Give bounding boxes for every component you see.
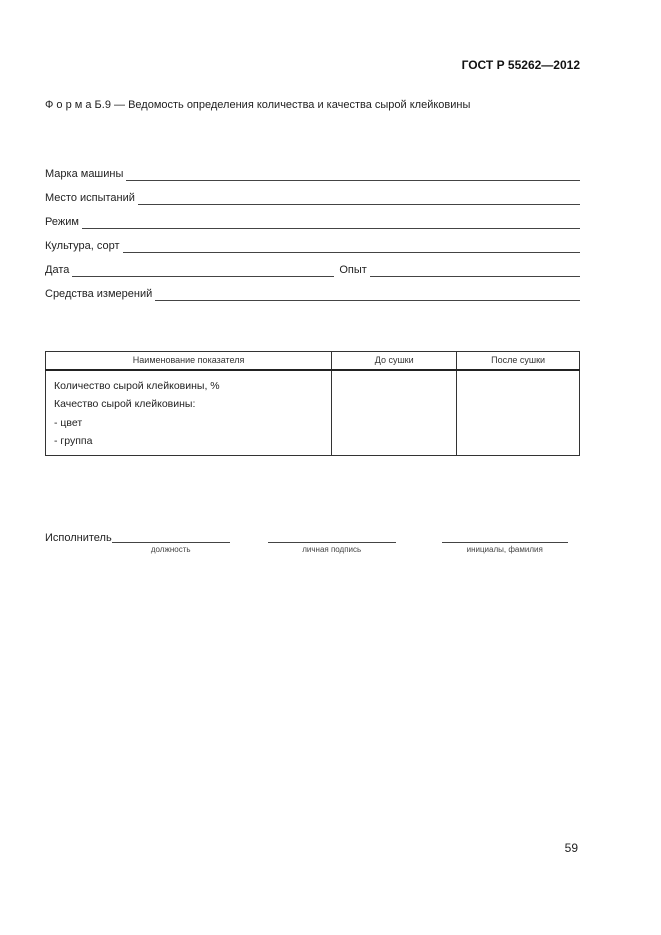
after-drying-cell: [457, 370, 580, 456]
mode-label: Режим: [45, 216, 79, 228]
before-drying-cell: [332, 370, 457, 456]
test-place-line: [138, 190, 580, 205]
table-row: [46, 370, 580, 456]
field-test-place: [45, 181, 580, 205]
table-line-quality: Качество сырой клейковины:: [54, 398, 196, 410]
experiment-label: Опыт: [339, 264, 367, 276]
field-machine-brand: [45, 157, 580, 181]
indicators-table-header: [46, 352, 580, 370]
culture-line: [123, 238, 581, 253]
instruments-label: Средства измерений: [45, 288, 153, 300]
signature-block-name: [442, 530, 568, 554]
header-before-drying: До сушки: [332, 352, 457, 370]
indicators-table: [45, 351, 580, 456]
date-label: Дата: [45, 264, 70, 276]
test-place-label: Место испытаний: [45, 192, 135, 204]
signature-row: [45, 530, 580, 554]
experiment-line: [370, 262, 580, 277]
mode-line: [82, 214, 580, 229]
field-mode: [45, 205, 580, 229]
personal-signature-line: [268, 530, 396, 543]
field-instruments: [45, 277, 580, 301]
doc-number: ГОСТ Р 55262—2012: [461, 58, 580, 72]
form-fields: [45, 157, 580, 301]
date-line: [72, 262, 334, 277]
field-date-experiment: [45, 253, 580, 277]
position-caption: должность: [150, 544, 191, 554]
culture-label: Культура, сорт: [45, 240, 120, 252]
header-indicator-name: Наименование показателя: [46, 352, 332, 370]
page-number: 59: [564, 841, 578, 855]
form-title: Ф о р м а Б.9 — Ведомость определения количества и качества сырой клейковины: [45, 99, 471, 111]
personal-signature-caption: личная подпись: [302, 544, 362, 554]
header-after-drying: После сушки: [457, 352, 580, 370]
table-line-group: - группа: [54, 435, 93, 447]
indicator-name-cell: [46, 370, 332, 456]
position-line: [112, 530, 230, 543]
initials-name-caption: инициалы, фамилия: [466, 544, 543, 554]
field-culture: [45, 229, 580, 253]
table-line-quantity: Количество сырой клейковины, %: [54, 379, 220, 392]
machine-brand-label: Марка машины: [45, 168, 124, 180]
indicators-table-body: [46, 370, 580, 456]
table-line-color: - цвет: [54, 416, 83, 429]
initials-name-line: [442, 530, 568, 543]
signature-block-signature: [268, 530, 396, 554]
executor-label: Исполнитель: [45, 531, 112, 544]
machine-brand-line: [126, 166, 580, 181]
instruments-line: [155, 286, 580, 301]
signature-block-position: [112, 530, 230, 554]
